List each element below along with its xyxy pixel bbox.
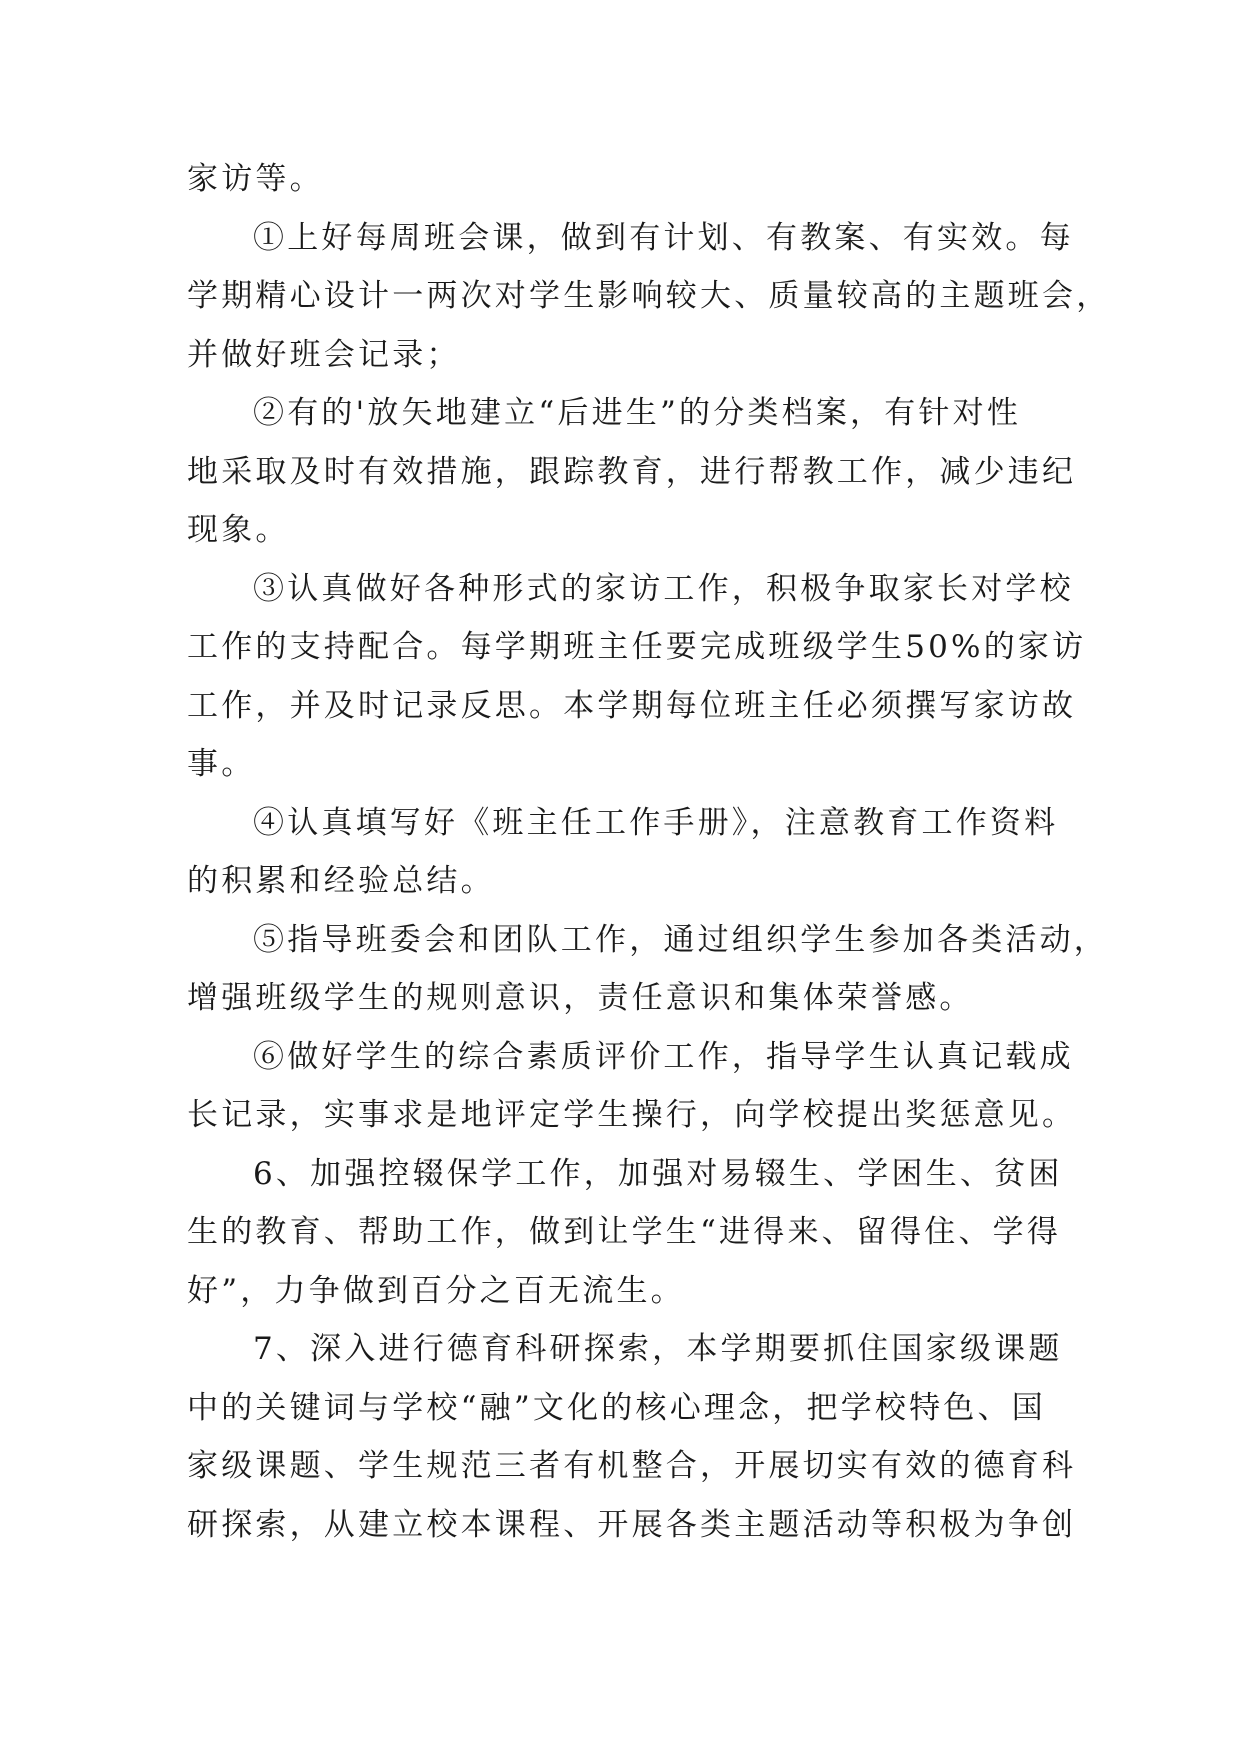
text-line: ⑥做好学生的综合素质评价工作，指导学生认真记载成 (253, 1038, 1074, 1075)
text-line: ③认真做好各种形式的家访工作，积极争取家长对学校 (253, 570, 1074, 607)
text-line: 生的教育、帮助工作，做到让学生“进得来、留得住、学得 (187, 1214, 1062, 1250)
text-line: 的积累和经验总结。 (187, 863, 495, 899)
text-line: 好”，力争做到百分之百无流生。 (187, 1272, 685, 1309)
text-line: 地采取及时有效措施，跟踪教育，进行帮教工作，减少违纪 (187, 453, 1077, 490)
text-line: 家级课题、学生规范三者有机整合，开展切实有效的德育科 (187, 1448, 1077, 1484)
text-line: 学期精心设计一两次对学生影响较大、质量较高的主题班会， (187, 278, 1111, 314)
text-line: 研探索，从建立校本课程、开展各类主题活动等积极为争创 (187, 1506, 1077, 1543)
text-line: 中的关键词与学校“融”文化的核心理念，把学校特色、国 (187, 1389, 1046, 1426)
text-line: 现象。 (187, 512, 290, 548)
text-line: 6、加强控辍保学工作，加强对易辍生、学困生、贫困 (253, 1155, 1063, 1192)
text-line: 长记录，实事求是地评定学生操行，向学校提出奖惩意见。 (187, 1097, 1077, 1133)
text-line: 工作的支持配合。每学期班主任要完成班级学生50%的家访 (187, 629, 1087, 665)
text-line: ④认真填写好《班主任工作手册》，注意教育工作资料 (253, 804, 1059, 841)
text-line: 并做好班会记录； (187, 336, 461, 373)
text-line: 工作，并及时记录反思。本学期每位班主任必须撰写家访故 (187, 687, 1077, 724)
text-line: 家访等。 (187, 161, 324, 197)
text-line: ⑤指导班委会和团队工作，通过组织学生参加各类活动， (253, 921, 1108, 958)
text-line: ①上好每周班会课，做到有计划、有教案、有实效。每 (253, 219, 1074, 256)
text-line: 增强班级学生的规则意识，责任意识和集体荣誉感。 (187, 980, 974, 1016)
text-line: ②有的'放矢地建立“后进生”的分类档案，有针对性 (253, 395, 1022, 431)
text-line: 7、深入进行德育科研探索，本学期要抓住国家级课题 (253, 1331, 1063, 1367)
document-body (187, 150, 1111, 1554)
text-line: 事。 (187, 746, 256, 782)
